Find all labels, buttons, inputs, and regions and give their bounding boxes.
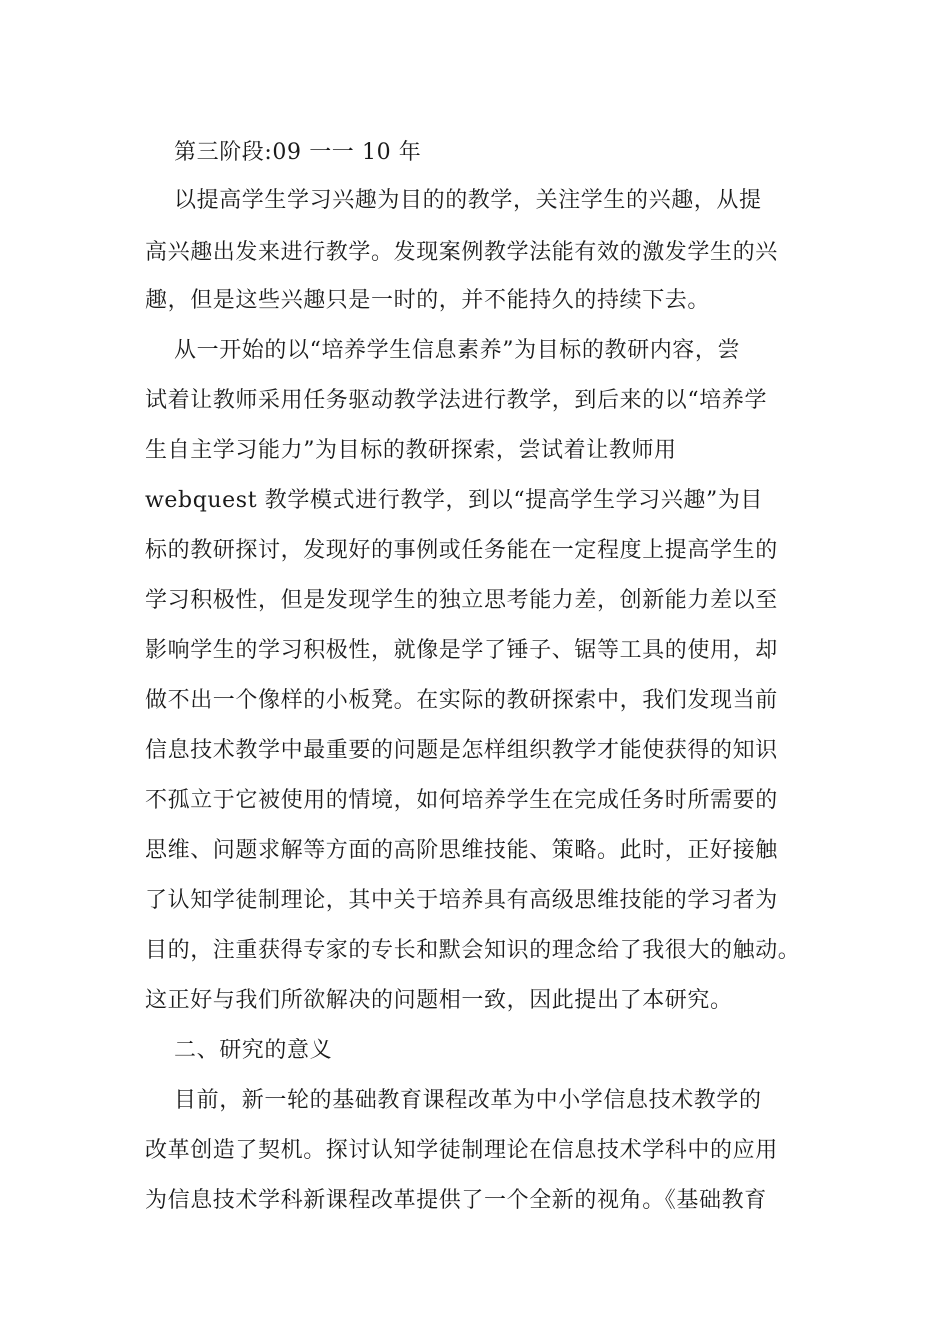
- paragraph-line: 趣，但是这些兴趣只是一时的，并不能持久的持续下去。: [145, 288, 711, 313]
- paragraph-line: 目的，注重获得专家的专长和默会知识的理念给了我很大的触动。: [145, 938, 801, 963]
- section-heading: 二、研究的意义: [174, 1038, 333, 1063]
- paragraph-line: 改革创造了契机。探讨认知学徒制理论在信息技术学科中的应用: [145, 1138, 778, 1163]
- paragraph-line: 学习积极性，但是发现学生的独立思考能力差，创新能力差以至: [145, 588, 778, 613]
- paragraph-line: 信息技术教学中最重要的问题是怎样组织教学才能使获得的知识: [145, 738, 778, 763]
- paragraph-line: 这正好与我们所欲解决的问题相一致，因此提出了本研究。: [145, 988, 733, 1013]
- paragraph-line: 做不出一个像样的小板凳。在实际的教研探索中，我们发现当前: [145, 688, 778, 713]
- paragraph-line: 从一开始的以“培养学生信息素养”为目标的教研内容，尝: [174, 338, 741, 363]
- paragraph-line: 不孤立于它被使用的情境，如何培养学生在完成任务时所需要的: [145, 788, 778, 813]
- paragraph-line: 为信息技术学科新课程改革提供了一个全新的视角。《基础教育: [145, 1188, 767, 1213]
- paragraph-line: 高兴趣出发来进行教学。发现案例教学法能有效的激发学生的兴: [145, 240, 778, 265]
- paragraph-line: 标的教研探讨，发现好的事例或任务能在一定程度上提高学生的: [145, 538, 778, 563]
- paragraph-line: 目前，新一轮的基础教育课程改革为中小学信息技术教学的: [174, 1088, 762, 1113]
- paragraph-line: 生自主学习能力”为目标的教研探索，尝试着让教师用: [145, 438, 677, 463]
- paragraph-line: 试着让教师采用任务驱动教学法进行教学，到后来的以“培养学: [145, 388, 768, 413]
- paragraph-line: webquest 教学模式进行教学，到以“提高学生学习兴趣”为目: [145, 488, 764, 513]
- paragraph-line: 思维、问题求解等方面的高阶思维技能、策略。此时，正好接触: [145, 838, 778, 863]
- paragraph-line: 影响学生的学习积极性，就像是学了锤子、锯等工具的使用，却: [145, 638, 778, 663]
- stage-heading: 第三阶段:09 一一 10 年: [174, 140, 422, 165]
- paragraph-line: 以提高学生学习兴趣为目的的教学，关注学生的兴趣，从提: [174, 188, 762, 213]
- paragraph-line: 了认知学徒制理论，其中关于培养具有高级思维技能的学习者为: [145, 888, 778, 913]
